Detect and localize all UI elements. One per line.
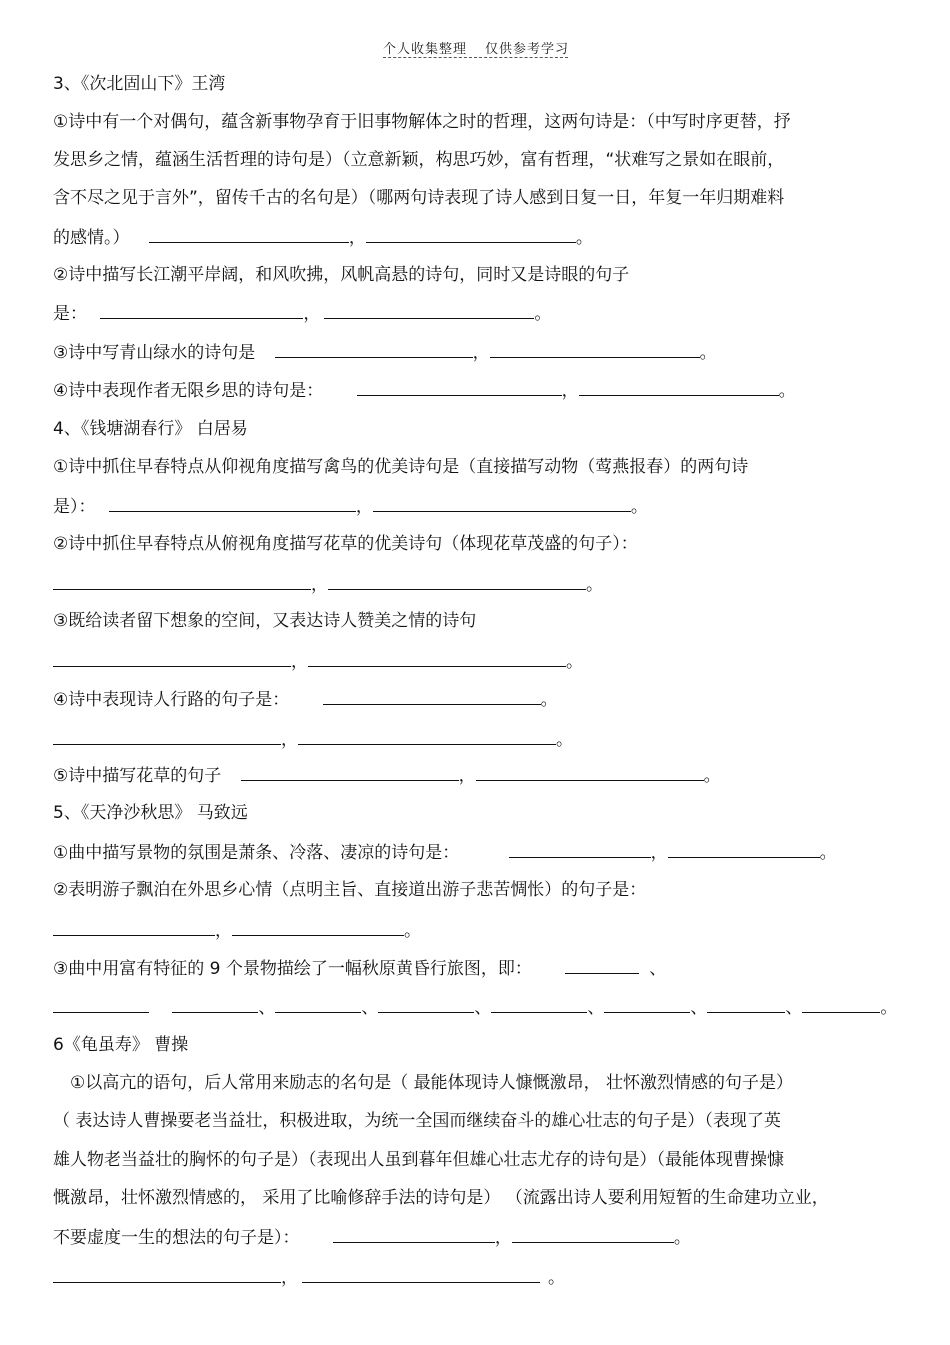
blank[interactable] (323, 688, 541, 705)
blank[interactable] (333, 1226, 495, 1243)
answer-line: 的感情。） ， 。 (53, 228, 593, 248)
blank[interactable] (298, 728, 556, 745)
blank[interactable] (172, 996, 258, 1013)
page-header (383, 38, 587, 57)
answer-line: ③诗中写青山绿水的诗句是 ， 。 (53, 343, 717, 363)
answer-line: ④诗中表现诗人行路的句子是： 。 (53, 690, 558, 710)
blank[interactable] (53, 650, 291, 667)
blank[interactable] (241, 764, 459, 781)
blank[interactable] (53, 1266, 281, 1283)
answer-line: ， 。 (53, 728, 573, 751)
section-title-4: 4、《钱塘湖春行》 白居易 (53, 419, 248, 439)
question-text: 含不尽之见于言外”，留传千古的名句是）（哪两句诗表现了诗人感到日复一日，年复一年归期难料 (53, 188, 785, 208)
header-divider (383, 57, 568, 58)
blank[interactable] (366, 226, 576, 243)
blank[interactable] (53, 728, 281, 745)
blank[interactable] (490, 341, 700, 358)
blank[interactable] (324, 302, 534, 319)
blank[interactable] (357, 379, 562, 396)
section-title-5: 5、《天净沙秋思》 马致远 (53, 803, 248, 823)
question-text: ①以高亢的语句，后人常用来励志的名句是（ 最能体现诗人慷慨激昂， 壮怀激烈情感的句子是） (70, 1073, 794, 1093)
blank[interactable] (579, 379, 779, 396)
blank[interactable] (491, 996, 587, 1013)
answer-line: ， 。 (53, 650, 583, 673)
answer-line: ①曲中描写景物的氛围是萧条、冷落、凄凉的诗句是： ， 。 (53, 843, 837, 863)
answer-line: 不要虚度一生的想法的句子是）： ， 。 (53, 1228, 691, 1248)
question-text: ②诗中描写长江潮平岸阔，和风吹拂，风帆高悬的诗句，同时又是诗眼的句子 (53, 265, 630, 285)
blank[interactable] (109, 495, 356, 512)
question-text: （ 表达诗人曹操要老当益壮，积极进取，为统一全国而继续奋斗的雄心壮志的句子是）（表现了英 (53, 1111, 781, 1131)
answer-line: ， 。 (53, 573, 603, 596)
blank[interactable] (373, 495, 631, 512)
blank[interactable] (149, 226, 349, 243)
question-text: 发思乡之情，蕴涵生活哲理的诗句是）（立意新颖，构思巧妙，富有哲理，“状难写之景如在眼前， (53, 150, 785, 170)
answer-line: ③曲中用富有特征的 9 个景物描绘了一幅秋原黄昏行旅图，即： 、 (53, 959, 667, 979)
answer-line: ⑤诗中描写花草的句子 ， 。 (53, 766, 721, 786)
answer-line: 、 、 、 、 、 、 。 (53, 996, 897, 1019)
section-title-6: 6《龟虽寿》 曹操 (53, 1035, 189, 1055)
answer-line: ④诗中表现作者无限乡思的诗句是： ， 。 (53, 381, 796, 401)
header-right: 仅供参考学习 (485, 42, 570, 57)
answer-line: 是： ， 。 (53, 304, 552, 324)
answer-line: ， 。 (53, 1266, 565, 1289)
question-text: 慨激昂，壮怀激烈情感的， 采用了比喻修辞手法的诗句是） （流露出诗人要利用短暂的生命建功立业， (53, 1188, 829, 1208)
question-text: ①诗中抓住早春特点从仰视角度描写禽鸟的优美诗句是（直接描写动物（莺燕报春）的两句诗 (53, 457, 749, 477)
blank[interactable] (509, 841, 651, 858)
blank[interactable] (668, 841, 820, 858)
section-title-3: 3、《次北固山下》王湾 (53, 74, 226, 94)
blank[interactable] (476, 764, 704, 781)
header-left: 个人收集整理 (383, 42, 468, 57)
blank[interactable] (707, 996, 785, 1013)
blank[interactable] (328, 573, 586, 590)
blank[interactable] (53, 996, 149, 1013)
blank[interactable] (302, 1266, 540, 1283)
blank[interactable] (308, 650, 566, 667)
question-text: ①诗中有一个对偶句，蕴含新事物孕育于旧事物解体之时的哲理，这两句诗是：（中写时序更替，抒 (53, 112, 791, 132)
blank[interactable] (53, 573, 311, 590)
blank[interactable] (604, 996, 690, 1013)
blank[interactable] (275, 996, 361, 1013)
blank[interactable] (275, 341, 473, 358)
question-text: 雄人物老当益壮的胸怀的句子是）（表现出人虽到暮年但雄心壮志尤存的诗句是）（最能体现曹操慷 (53, 1150, 784, 1170)
blank[interactable] (565, 957, 639, 974)
blank[interactable] (53, 919, 215, 936)
blank[interactable] (232, 919, 404, 936)
blank[interactable] (802, 996, 880, 1013)
question-text: ③既给读者留下想象的空间，又表达诗人赞美之情的诗句 (53, 611, 477, 631)
blank[interactable] (100, 302, 303, 319)
blank[interactable] (378, 996, 474, 1013)
question-text: ②表明游子飘泊在外思乡心情（点明主旨、直接道出游子悲苦惆怅）的句子是： (53, 880, 647, 900)
answer-line: 是）： ， 。 (53, 497, 648, 517)
blank[interactable] (512, 1226, 674, 1243)
answer-line: ， 。 (53, 919, 421, 942)
question-text: ②诗中抓住早春特点从俯视角度描写花草的优美诗句（体现花草茂盛的句子）： (53, 534, 638, 554)
